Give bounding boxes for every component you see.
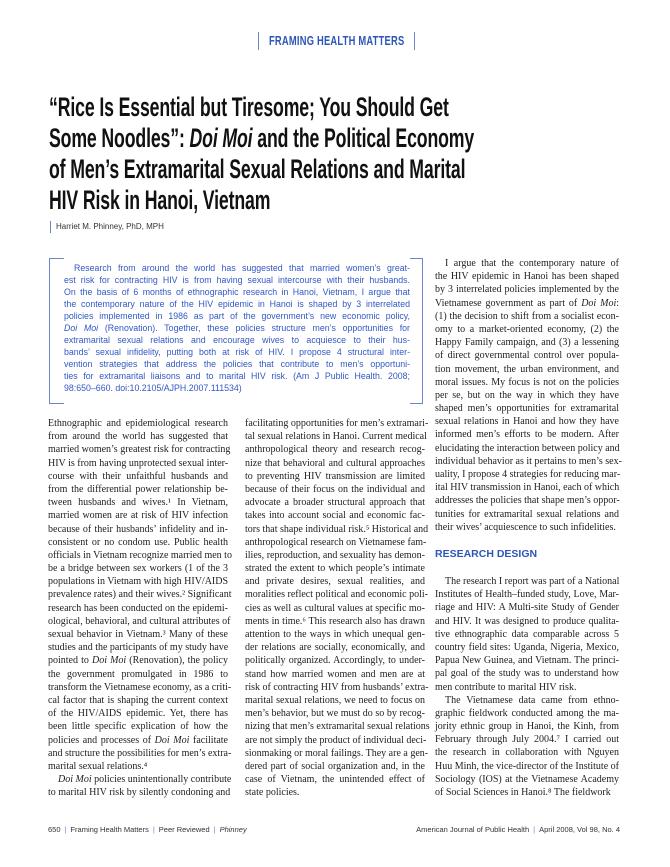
text-line: are not simply the product of individual deci-	[245, 734, 427, 746]
text-line: of Social Sciences in Hanoi.⁸ The fieldwork	[435, 787, 611, 798]
text-line: state policies.	[245, 787, 300, 799]
footer-section: Framing Health Matters	[70, 825, 149, 834]
text-line: Huu Minh, the vice-director of the Institute of	[435, 760, 619, 772]
text-line: ments in time.⁶ This research also has drawn	[245, 615, 425, 627]
text-line: individual behavior as it pertains to men’s sex-	[435, 455, 622, 467]
text-line: been little specific explication of how the	[48, 721, 228, 733]
text-line: HIV is from having unprotected sexual inter-	[48, 457, 229, 469]
text-line: tion movement, the urban environment, and	[435, 363, 619, 375]
text-line: the research in collaboration with Nguyen	[435, 747, 619, 759]
title-line: of Men’s Extramarital Sexual Relations and Marital	[49, 154, 466, 184]
text-line: Ethnographic and epidemiological research	[48, 418, 228, 429]
text-line: informed men’s efforts to be modern. After	[435, 429, 619, 441]
text-line: and private desires, sexual realities, and	[245, 576, 425, 588]
text-line: studies and the participants of my study have	[48, 642, 229, 654]
text-line: because of their husbands’ infidelity and in-	[48, 523, 228, 535]
body-column-3-intro	[435, 257, 622, 534]
text-line: strated the extent to which people’s intimate	[245, 563, 425, 575]
title-line: “Rice Is Essential but Tiresome; You Should Get	[49, 92, 449, 122]
text-line: and structure the possibilities for men’s extra-	[48, 747, 232, 759]
text-line: of direct governmental control over popula-	[435, 350, 619, 362]
text-line: ilies, reproduction, and sexuality has demon-	[245, 549, 425, 561]
text-line: their wives’ acquiescence to such infidelities.	[435, 521, 616, 533]
text-line: to preventing HIV transmission are limited	[245, 470, 425, 482]
text-line: married women’s greatest risk for contracting	[48, 444, 231, 456]
text-line: Research from around the world has suggested that married women’s great-	[74, 263, 410, 273]
text-line: from the differential power relationship be-	[48, 483, 228, 495]
text-line: men contribute to marital HIV risk.	[435, 681, 577, 693]
footer-review: Peer Reviewed	[158, 825, 210, 834]
text-line: shaped men’s opportunities for extramarital	[435, 403, 619, 415]
text-line: cies as well as cultural values at specific mo-	[245, 602, 425, 614]
text-line: stand how married women and men are at	[245, 668, 425, 680]
text-line: riage and HIV: A Multi-site Study of Gender	[435, 602, 619, 614]
text-line: sexual behavior in Vietnam.³ Many of these	[48, 629, 228, 640]
footer-journal: American Journal of Public Health	[416, 825, 530, 834]
text-line: course with their unfaithful husbands and	[48, 470, 228, 482]
text-line: moralities reflect political and economic poli-	[245, 589, 428, 601]
text-line: tors that shape individual risk.⁵ Historical and	[245, 523, 429, 535]
body-column-3-design	[435, 575, 619, 799]
text-line: by 3 interrelated policies implemented by the	[435, 284, 619, 296]
abstract-bracket-right	[410, 258, 423, 404]
text-line: Doi Moi policies unintentionally contribute	[58, 774, 232, 786]
abstract-bracket-left	[49, 258, 64, 404]
text-line: omy to a market-oriented economy, (2) the	[435, 323, 619, 335]
text-line: of the HIV/AIDS epidemic. Yet, there has	[48, 708, 228, 720]
text-line: be a bridge between sex workers (1 of the 3	[48, 563, 228, 575]
text-line: per se, but on the way in which they have	[435, 389, 619, 401]
text-line: facilitating opportunities for men’s extramari-	[245, 418, 429, 429]
text-line: prevalence rates) and their wives.² Significant	[48, 589, 232, 601]
text-line: nize that behavioral and cultural approaches	[245, 457, 425, 469]
text-line: The Vietnamese data came from ethno-	[445, 694, 619, 706]
text-line: to marital HIV risk by silently condoning and	[48, 787, 231, 799]
text-line: pointed to Doi Moi (Renovation), the policy	[48, 655, 228, 667]
text-line: vention strategies that address the policies that contribute to men’s opportuni-	[64, 359, 410, 369]
footer-author: Phinney	[219, 825, 247, 834]
text-line: officials in Vietnam recognize married men to	[48, 549, 232, 561]
text-line: transform the Vietnamese economy, as a criti-	[48, 681, 232, 693]
text-line: pal goal of the study was to understand how	[435, 668, 619, 680]
text-line: risk of contracting HIV from husbands’ extra-	[245, 681, 429, 693]
text-line: elucidating the interaction between policy and	[435, 442, 620, 454]
text-line: est risk for contracting HIV is from having sexual intercourse with their husbands.	[64, 275, 410, 285]
text-line: attention to the ways in which unequal gen-	[245, 629, 425, 640]
text-line: ital HIV transmission in Hanoi, each of which	[435, 482, 620, 494]
text-line: policies implemented in 1986 as part of the government’s new economic policy,	[64, 311, 410, 321]
text-line: 98:650–660. doi:10.2105/AJPH.2007.111534)	[64, 383, 242, 393]
text-line: marital sexual relations, we need to focus on	[245, 694, 425, 706]
title-line: HIV Risk in Hanoi, Vietnam	[49, 185, 271, 215]
text-line: takes into account social and economic fac-	[245, 510, 425, 522]
text-line: nizing that men’s extramarital sexual relations	[245, 721, 430, 733]
text-line: men’s behavior, but we must do so by recog-	[245, 708, 425, 720]
text-line: anthropological research on Vietnamese fam-	[245, 536, 427, 548]
text-line: sexual relations in Hanoi and how they have	[435, 416, 619, 428]
text-line: The research I report was part of a National	[445, 576, 620, 587]
text-line: marital sexual relations.⁴	[48, 760, 148, 772]
text-line: Papua New Guinea, and Vietnam. The princi-	[435, 655, 619, 667]
text-line: country field sites: Uganda, Nigeria, Mexico,	[435, 641, 619, 653]
text-line: cal factor that is shaping the current context	[48, 694, 228, 706]
text-line: populations in Vietnam with high HIV/AIDS	[48, 576, 229, 588]
text-line: from around the world has suggested that	[48, 431, 228, 443]
text-line: tunities for extramarital sexual relations and	[435, 508, 619, 520]
text-line: married women are at risk of HIV infection	[48, 510, 228, 522]
text-line: the HIV epidemic in Hanoi has been shaped	[435, 271, 619, 283]
section-label: FRAMING HEALTH MATTERS	[269, 33, 405, 48]
text-line: Vietnamese government as part of Doi Moi:	[435, 297, 619, 309]
author-byline: Harriet M. Phinney, PhD, MPH	[50, 221, 164, 233]
text-line: graphic fieldwork conducted among the ma-	[435, 707, 619, 719]
text-line: extramarital sexual relations and encourage wives to acquiesce to their hus-	[64, 335, 410, 345]
text-line: dered part of social organization and, in the	[245, 760, 425, 772]
text-line: tween husbands and wives.¹ In Vietnam,	[48, 497, 228, 509]
title-line: Some Noodles”: Doi Moi and the Political Economy	[49, 123, 475, 153]
text-line: research has been conducted on the epidemi-	[48, 602, 228, 614]
text-line: addresses the policies that shape men’s oppor-	[435, 495, 620, 507]
section-heading: RESEARCH DESIGN	[435, 548, 538, 560]
text-line: Sociology (IOS) at the Vietnamese Academy	[435, 773, 619, 785]
page-number: 650	[48, 825, 61, 834]
footer-issue: April 2008, Vol 98, No. 4	[539, 825, 620, 834]
article-title	[49, 92, 670, 216]
text-line: policies and processes of Doi Moi facilitate	[48, 734, 228, 746]
text-line: anthropological theory and research recog-	[245, 444, 425, 456]
text-line: case of Vietnam, the unintended effect of	[245, 774, 425, 786]
text-line: I argue that the contemporary nature of	[445, 258, 619, 269]
text-line: sionmaking or moral failings. They are a gen-	[245, 747, 429, 759]
text-line: the government promulgated in 1986 to	[48, 668, 228, 680]
footer-right: American Journal of Public Health | April 2008, Vol 98, No. 4	[416, 825, 620, 834]
text-line: politically organized. Accordingly, to under-	[245, 655, 425, 667]
text-line: February through July 2004.⁷ I carried out	[435, 734, 619, 746]
text-line: and HIV. It was designed to produce qualita-	[435, 615, 619, 627]
text-line: Happy Family campaign, and (3) a lessening	[435, 337, 619, 349]
text-line: der relations are socially, economically, and	[245, 642, 425, 654]
body-column-1	[48, 417, 232, 799]
text-line: advocate a broader structural approach that	[245, 497, 425, 509]
text-line: bands’ sexual infidelity, putting both at risk of HIV. I propose 4 structural inter-	[64, 347, 410, 357]
text-line: uality, I propose 4 strategies for reducing mar-	[435, 469, 621, 480]
text-line: (1) the decision to shift from a socialist econ-	[435, 310, 619, 322]
section-header	[258, 32, 415, 50]
text-line: consistent or no condom use. Public health	[48, 536, 228, 548]
text-line: because of their focus on the individual and	[245, 483, 425, 495]
text-line: Institutes of Health–funded study, Love, Mar-	[435, 589, 619, 601]
abstract	[64, 262, 410, 394]
footer-left: 650 | Framing Health Matters | Peer Reviewed | Phinney	[48, 825, 247, 834]
text-line: ological, behavioral, and cultural attributes of	[48, 615, 231, 627]
text-line: the contemporary nature of the HIV epidemic in Hanoi is shaped by 3 interrelated	[64, 299, 410, 309]
body-column-2	[245, 417, 430, 799]
text-line: moral issues. My focus is not on the policies	[435, 376, 619, 388]
text-line: Doi Moi (Renovation). Together, these policies structure men’s opportunities for	[64, 323, 410, 333]
text-line: On the basis of 6 months of ethnographic research in Hanoi, Vietnam, I argue that	[64, 287, 410, 297]
text-line: jority ethnic group in Hanoi, the Kinh, from	[435, 721, 619, 733]
text-line: tal sexual relations in Hanoi. Current medical	[245, 431, 427, 443]
text-line: ties for extramarital liaisons and to marital HIV risk. (Am J Public Health. 2008;	[64, 371, 410, 381]
text-line: tive ethnographic data comparable across 5	[435, 628, 619, 640]
